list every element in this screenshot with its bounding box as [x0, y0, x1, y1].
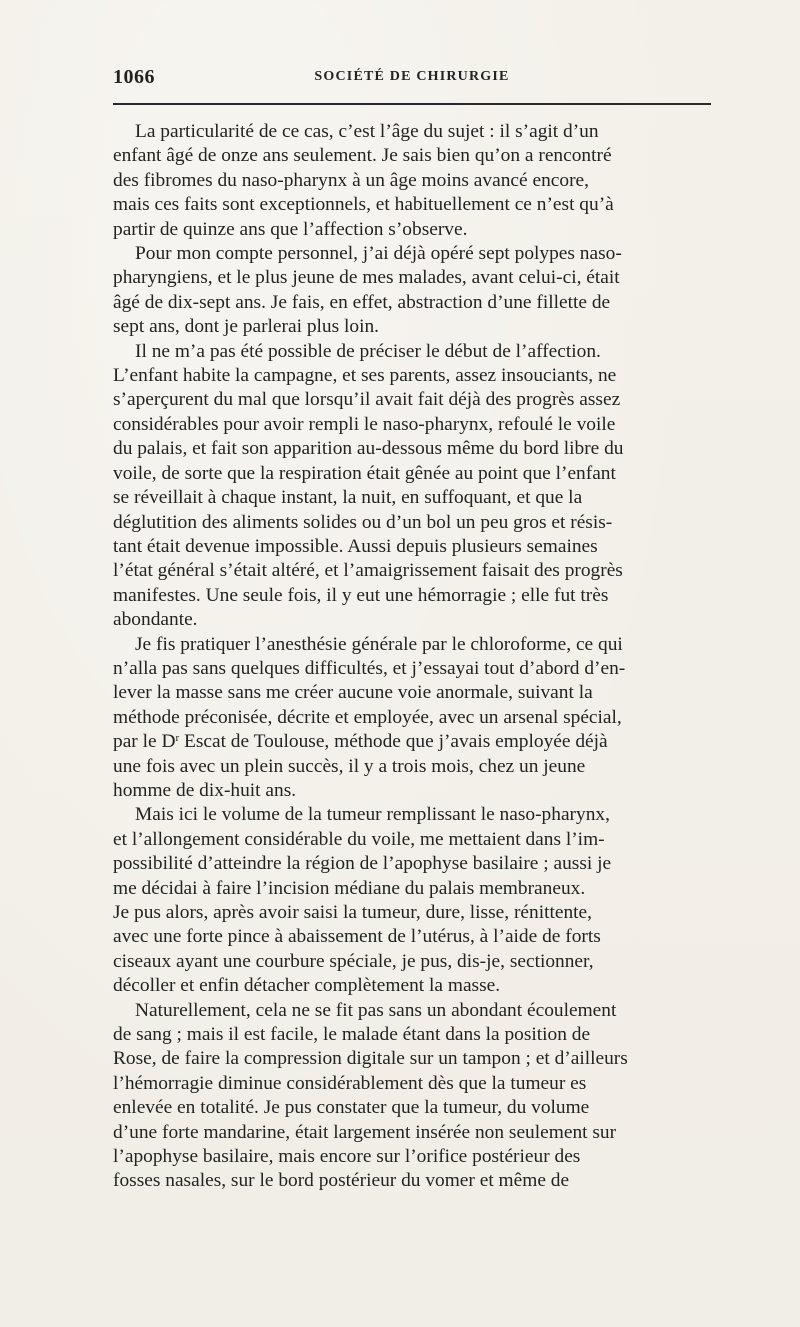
text-line: de sang ; mais il est facile, le malade étant dans la position de	[113, 1024, 591, 1046]
paragraph	[113, 999, 711, 1194]
text-line: Il ne m’a pas été possible de préciser le début de l’affection.	[135, 340, 601, 362]
text-line: Mais ici le volume de la tumeur remplissant le naso-pharynx,	[135, 804, 610, 826]
text-line: tant était devenue impossible. Aussi depuis plusieurs semaines	[113, 535, 598, 557]
text-line: Je pus alors, après avoir saisi la tumeur, dure, lisse, rénittente,	[113, 902, 593, 923]
text-line: l’apophyse basilaire, mais encore sur l’orifice postérieur des	[113, 1146, 581, 1168]
text-line: par le $D^r$ Escat de Toulouse, méthode que j’avais employée déjà	[113, 731, 608, 753]
text-line: méthode préconisée, décrite et employée, avec un arsenal spécial,	[113, 706, 622, 728]
text-line: manifestes. Une seule fois, il y eut une hémorragie ; elle fut très	[113, 584, 609, 606]
text-line: mais ces faits sont exceptionnels, et habituellement ce n’est qu’à	[113, 194, 614, 216]
text-line: enlevée en totalité. Je pus constater que la tumeur, du volume	[113, 1097, 590, 1119]
text-line: fosses nasales, sur le bord postérieur du vomer et même de	[113, 1170, 570, 1192]
header-rule	[113, 103, 711, 105]
running-title: SOCIÉTÉ DE CHIRURGIE	[314, 69, 510, 84]
text-line: se réveillait à chaque instant, la nuit, en suffoquant, et que la	[113, 487, 583, 509]
paragraph	[113, 242, 711, 340]
text-line: me décidai à faire l’incision médiane du palais membraneux.	[113, 877, 586, 899]
text-line: considérables pour avoir rempli le naso-pharynx, refoulé le voile	[113, 413, 616, 435]
text-line: partir de quinze ans que l’affection s’observe.	[113, 218, 468, 240]
page-number: 1066	[113, 66, 155, 88]
paragraph	[113, 803, 711, 998]
text-line: possibilité d’atteindre la région de l’apophyse basilaire ; aussi je	[113, 853, 612, 875]
text-line: voile, de sorte que la respiration était gênée au point que l’enfant	[113, 462, 616, 484]
text-line: une fois avec un plein succès, il y a trois mois, chez un jeune	[113, 755, 586, 777]
text-line: Naturellement, cela ne se fit pas sans un abondant écoulement	[135, 999, 617, 1021]
text-line: abondante.	[113, 609, 198, 631]
text-line: lever la masse sans me créer aucune voie anormale, suivant la	[113, 682, 593, 704]
doctor-superscript: r	[175, 732, 180, 745]
text-line: du palais, et fait son apparition au-dessous même du bord libre du	[113, 438, 624, 460]
text-line: L’enfant habite la campagne, et ses parents, assez insouciants, ne	[113, 365, 617, 387]
page-header	[113, 66, 711, 90]
text-line: n’alla pas sans quelques difficultés, et j’essayai tout d’abord d’en-	[113, 657, 626, 679]
paragraph	[113, 340, 711, 633]
text-line: Pour mon compte personnel, j’ai déjà opéré sept polypes naso-	[135, 243, 622, 265]
text-line: sept ans, dont je parlerai plus loin.	[113, 316, 380, 338]
article-body	[113, 120, 711, 1194]
text-line: Je fis pratiquer l’anesthésie générale par le chloroforme, ce qui	[135, 633, 623, 655]
text-line: âgé de dix-sept ans. Je fais, en effet, abstraction d’une fillette de	[113, 291, 611, 313]
paragraph	[113, 120, 711, 242]
text-line: décoller et enfin détacher complètement la masse.	[113, 975, 501, 997]
text-line: l’hémorragie diminue considérablement dès que la tumeur es	[113, 1072, 587, 1094]
text-line: déglutition des aliments solides ou d’un bol un peu gros et résis-	[113, 511, 613, 533]
text-line: l’état général s’était altéré, et l’amaigrissement faisait des progrès	[113, 560, 623, 582]
text-line: enfant âgé de onze ans seulement. Je sais bien qu’on a rencontré	[113, 145, 612, 167]
text-line: et l’allongement considérable du voile, me mettaient dans l’im-	[113, 828, 605, 850]
text-line: s’aperçurent du mal que lorsqu’il avait fait déjà des progrès assez	[113, 389, 621, 411]
text-line: Rose, de faire la compression digitale sur un tampon ; et d’ailleurs	[113, 1048, 628, 1070]
paragraph	[113, 633, 711, 804]
text-line: d’une forte mandarine, était largement insérée non seulement sur	[113, 1121, 617, 1143]
text-line: des fibromes du naso-pharynx à un âge moins avancé encore,	[113, 169, 589, 191]
text-line: La particularité de ce cas, c’est l’âge du sujet : il s’agit d’un	[135, 121, 599, 142]
text-line: avec une forte pince à abaissement de l’utérus, à l’aide de forts	[113, 926, 601, 948]
text-line: pharyngiens, et le plus jeune de mes malades, avant celui-ci, était	[113, 267, 620, 289]
text-line: homme de dix-huit ans.	[113, 779, 297, 801]
text-line: ciseaux ayant une courbure spéciale, je pus, dis-je, sectionner,	[113, 950, 594, 972]
